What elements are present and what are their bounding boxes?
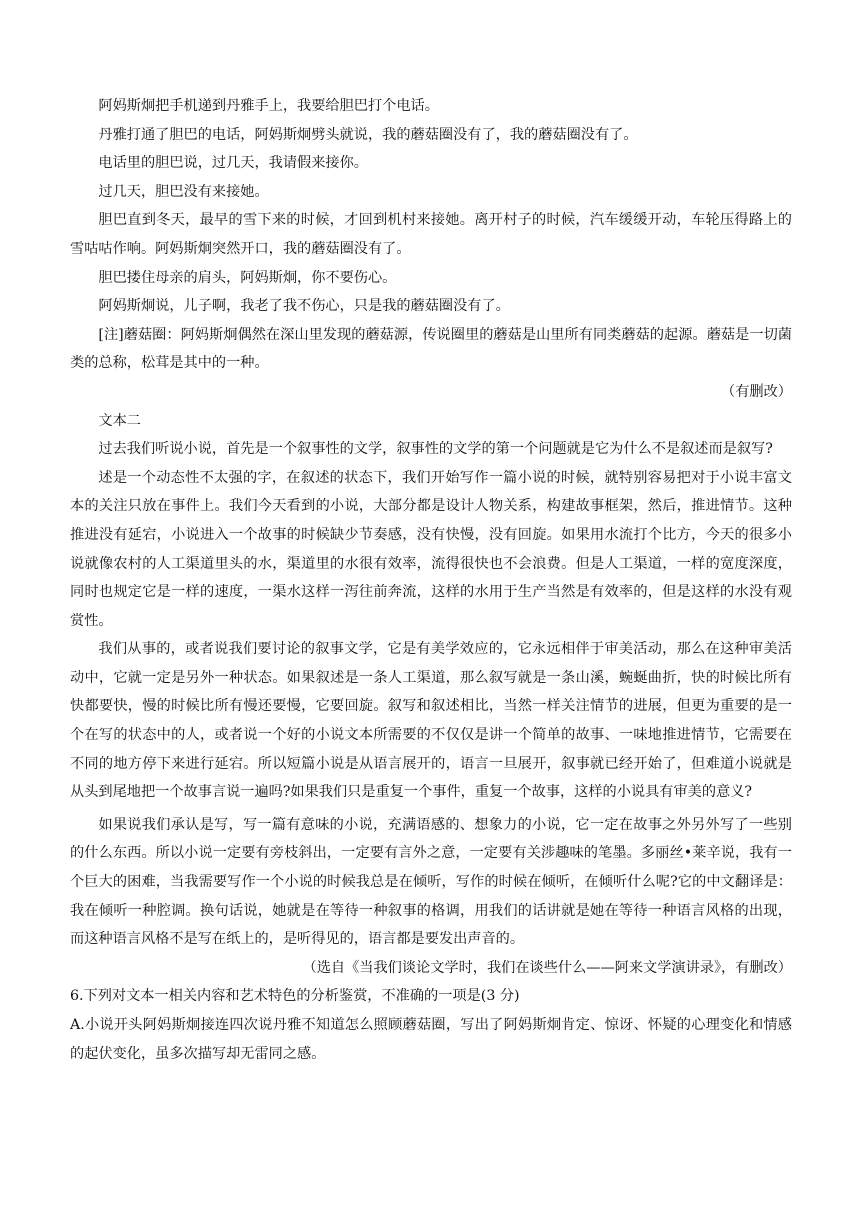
paragraph: 胆巴直到冬天，最早的雪下来的时候，才回到机村来接她。离开村子的时候，汽车缓缓开动，车轮压得路上的雪咕咕作响。阿妈斯炯突然开口，我的蘑菇圈没有了。 — [70, 212, 792, 257]
paragraph: 胆巴搂住母亲的肩头，阿妈斯炯，你不要伤心。 — [98, 269, 397, 286]
source-note: （有删改） — [721, 383, 792, 400]
source-note: （选自《当我们谈论文学时，我们在谈些什么——阿来文学演讲录》，有删改） — [302, 959, 792, 976]
question-option-a: A.小说开头阿妈斯炯接连四次说丹雅不知道怎么照顾蘑菇圈，写出了阿妈斯炯肯定、惊讶、怀疑的心理变化和情感的起伏变化，虽多次描写却无雷同之感。 — [70, 1017, 792, 1062]
section-heading: 文本二 — [98, 412, 141, 429]
paragraph: 阿妈斯炯把手机递到丹雅手上，我要给胆巴打个电话。 — [98, 98, 439, 114]
document-body — [70, 92, 792, 1068]
paragraph: 述是一个动态性不太强的字，在叙述的状态下，我们开始写作一篇小说的时候，就特别容易把对于小说丰富文本的关注只放在事件上。我们今天看到的小说，大部分都是设计人物关系，构建故事框架，然后，推进情节。这种推进没有延宕，小说进入一个故事的时候缺少节奏感，没有快慢，没有回旋。如果用水流打个比方，今天的很多小说就像农村的人工渠道里头的水，渠道里的水很有效率，流得很快也不会浪费。但是人工渠道，一样的宽度深度，同时也规定它是一样的速度，一渠水这样一泻往前奔流，这样的水用于生产当然是有效率的，但是这样的水没有观赏性。 — [70, 469, 792, 629]
question-stem: 6.下列对文本一相关内容和艺术特色的分析鉴赏，不准确的一项是(3 分) — [70, 988, 520, 1005]
annotation-note: [注]蘑菇圈：阿妈斯炯偶然在深山里发现的蘑菇源，传说圈里的蘑菇是山里所有同类蘑菇的起源。蘑菇是一切菌类的总称，松茸是其中的一种。 — [70, 326, 792, 372]
paragraph: 过几天，胆巴没有来接她。 — [98, 183, 269, 200]
paragraph: 过去我们听说小说，首先是一个叙事性的文学，叙事性的文学的第一个问题就是它为什么不是叙述而是叙写? — [98, 441, 773, 458]
paragraph: 丹雅打通了胆巴的电话，阿妈斯炯劈头就说，我的蘑菇圈没有了，我的蘑菇圈没有了。 — [98, 126, 638, 143]
paragraph: 电话里的胆巴说，过几天，我请假来接你。 — [98, 155, 368, 172]
paragraph: 阿妈斯炯说，儿子啊，我老了我不伤心，只是我的蘑菇圈没有了。 — [98, 298, 510, 315]
paragraph: 如果说我们承认是写，写一篇有意味的小说，充满语感的、想象力的小说，它一定在故事之外另外写了一些别的什么东西。所以小说一定要有旁枝斜出，一定要有言外之意，一定要有关涉趣味的笔墨。多丽丝•莱辛说，我有一个巨大的困难，当我需要写作一个小说的时候我总是在倾听，写作的时候在倾听，在倾听什么呢?它的中文翻译是：我在倾听一种腔调。换句话说，她就是在等待一种叙事的格调，用我们的话讲就是她在等待一种语言风格的出现，而这种语言风格不是写在纸上的，是听得见的，语言都是要发出声音的。 — [70, 816, 792, 948]
paragraph: 我们从事的，或者说我们要讨论的叙事文学，它是有美学效应的，它永远相伴于审美活动，那么在这种审美活动中，它就一定是另外一种状态。如果叙述是一条人工渠道，那么叙写就是一条山溪，蜿蜒曲折，快的时候比所有快都要快，慢的时候比所有慢还要慢，它要回旋。叙写和叙述相比，当然一样关注情节的进展，但更为重要的是一个在写的状态中的人，或者说一个好的小说文本所需要的不仅仅是讲一个简单的故事、一味地推进情节，它需要在不同的地方停下来进行延宕。所以短篇小说是从语言展开的，语言一旦展开，叙事就已经开始了，但难道小说就是从头到尾地把一个故事言说一遍吗?如果我们只是重复一个事件，重复一个故事，这样的小说具有审美的意义? — [70, 641, 792, 801]
